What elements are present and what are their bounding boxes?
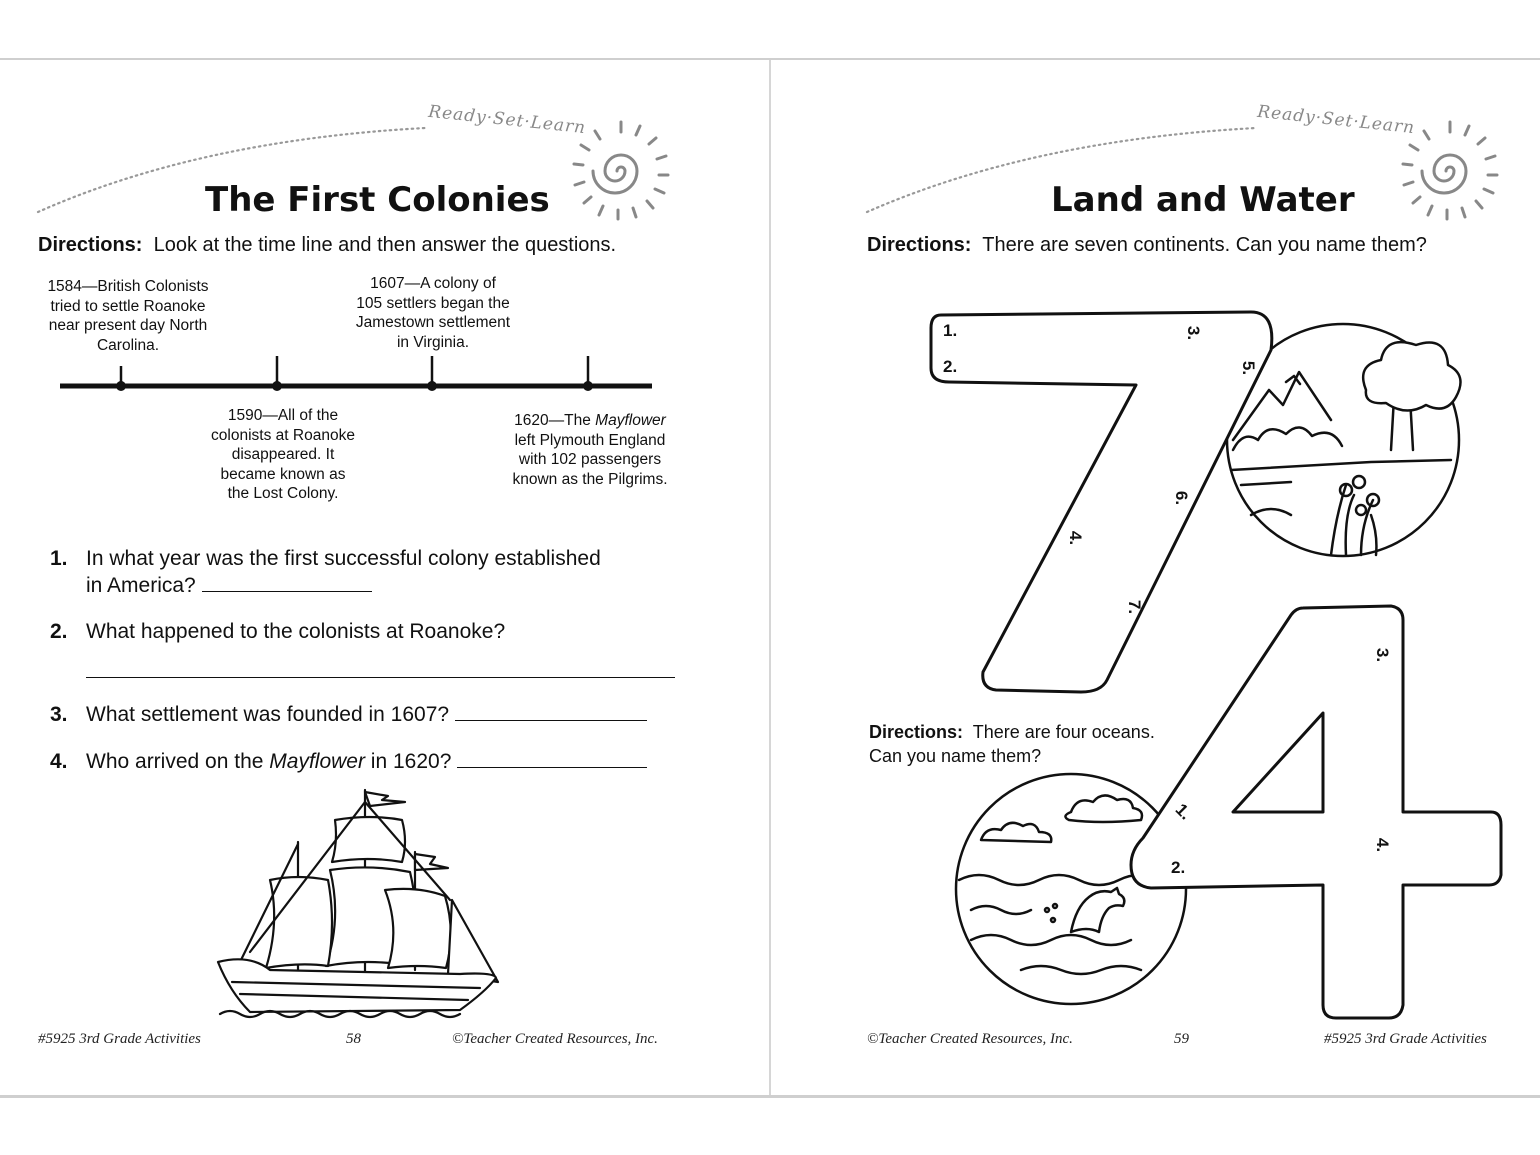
timeline-event-1584 xyxy=(28,277,228,355)
timeline-text-line: 1584—British Colonists xyxy=(47,278,209,295)
timeline-text-line: disappeared. It xyxy=(231,446,335,463)
question-number: 1. xyxy=(50,547,68,570)
timeline-text-line: colonists at Roanoke xyxy=(211,426,355,444)
timeline-text-line: the Lost Colony. xyxy=(227,485,339,502)
answer-line-3[interactable] xyxy=(455,702,647,721)
answer-line-1[interactable] xyxy=(202,573,372,592)
page-number: 59 xyxy=(1174,1031,1189,1047)
timeline-text-line: Jamestown settlement xyxy=(355,314,511,331)
footer-publisher: ©Teacher Created Resources, Inc. xyxy=(452,1031,658,1047)
ship-name: Mayflower xyxy=(269,750,365,773)
timeline-text-line: became known as xyxy=(220,465,346,483)
timeline-text-line: with 102 passengers xyxy=(518,451,662,468)
ocean-label-2[interactable]: 2. xyxy=(1171,858,1186,877)
directions-label: Directions: xyxy=(38,234,143,256)
continent-label-7[interactable]: 7. xyxy=(1125,599,1145,615)
page-title: Land and Water xyxy=(1051,180,1355,220)
question-text: in America? xyxy=(86,574,196,597)
answer-line-4[interactable] xyxy=(457,749,647,768)
question-text: In what year was the first successful colony established xyxy=(86,547,601,570)
timeline-text-line: tried to settle Roanoke xyxy=(50,297,206,315)
question-1 xyxy=(50,545,680,599)
question-text: What settlement was founded in 1607? xyxy=(86,703,450,726)
question-text: Who arrived on the xyxy=(86,750,270,773)
timeline-text-line: in Virginia. xyxy=(396,333,470,351)
footer-series: #5925 3rd Grade Activities xyxy=(1324,1031,1487,1047)
question-4 xyxy=(50,748,680,775)
question-text: in 1620? xyxy=(364,750,452,773)
page-58 xyxy=(0,60,769,1095)
timeline-text-line: 1607—A colony of xyxy=(370,275,496,292)
question-text: What happened to the colonists at Roanoke? xyxy=(86,620,506,643)
book-spread xyxy=(0,58,1540,1098)
continent-label-5[interactable]: 5. xyxy=(1239,360,1259,376)
page-title: The First Colonies xyxy=(205,180,550,220)
timeline-event-1607 xyxy=(333,274,533,352)
directions-label: Directions: xyxy=(867,234,972,256)
timeline-text: 1620—The xyxy=(514,412,596,429)
continent-label-6[interactable]: 6. xyxy=(1172,490,1192,506)
timeline-text-line: 105 settlers began the xyxy=(356,294,510,312)
footer-series: #5925 3rd Grade Activities xyxy=(38,1031,201,1047)
footer-publisher: ©Teacher Created Resources, Inc. xyxy=(867,1031,1073,1047)
question-3 xyxy=(50,701,680,728)
timeline-text-line: Carolina. xyxy=(96,336,160,354)
page-number: 58 xyxy=(346,1031,361,1047)
timeline-text-line xyxy=(490,411,690,431)
question-number: 3. xyxy=(50,703,68,726)
ocean-label-3[interactable]: 3. xyxy=(1373,647,1393,663)
number-four-shape xyxy=(771,60,1540,1100)
question-2 xyxy=(50,618,680,645)
ocean-label-1[interactable]: 1. xyxy=(1171,799,1196,824)
directions-label: Directions: xyxy=(869,722,964,742)
continent-label-4[interactable]: 4. xyxy=(1066,530,1086,546)
directions-text: Can you name them? xyxy=(869,746,1042,766)
ocean-label-4[interactable]: 4. xyxy=(1373,837,1393,853)
page-59 xyxy=(771,60,1540,1095)
brand-ready-set-learn: Ready·Set·Learn xyxy=(1256,101,1417,139)
timeline-event-1620 xyxy=(490,411,690,489)
directions-text: There are four oceans. xyxy=(972,722,1155,742)
timeline-text-line: known as the Pilgrims. xyxy=(512,470,668,488)
ship-name: Mayflower xyxy=(595,412,666,429)
directions-text: There are seven continents. Can you name them? xyxy=(982,234,1427,256)
ship-illustration xyxy=(210,782,500,1017)
timeline-text-line: left Plymouth England xyxy=(514,431,666,449)
brand-ready-set-learn: Ready·Set·Learn xyxy=(427,101,588,139)
continent-label-1[interactable]: 1. xyxy=(943,321,958,340)
directions-text: Look at the time line and then answer the questions. xyxy=(153,234,617,256)
continent-label-3[interactable]: 3. xyxy=(1184,325,1204,341)
question-number: 2. xyxy=(50,620,68,643)
timeline-text-line: near present day North xyxy=(48,317,208,334)
timeline-event-1590 xyxy=(183,406,383,504)
answer-line-2[interactable] xyxy=(86,677,675,678)
timeline-text-line: 1590—All of the xyxy=(227,407,339,424)
question-number: 4. xyxy=(50,750,68,773)
continent-label-2[interactable]: 2. xyxy=(943,357,958,376)
